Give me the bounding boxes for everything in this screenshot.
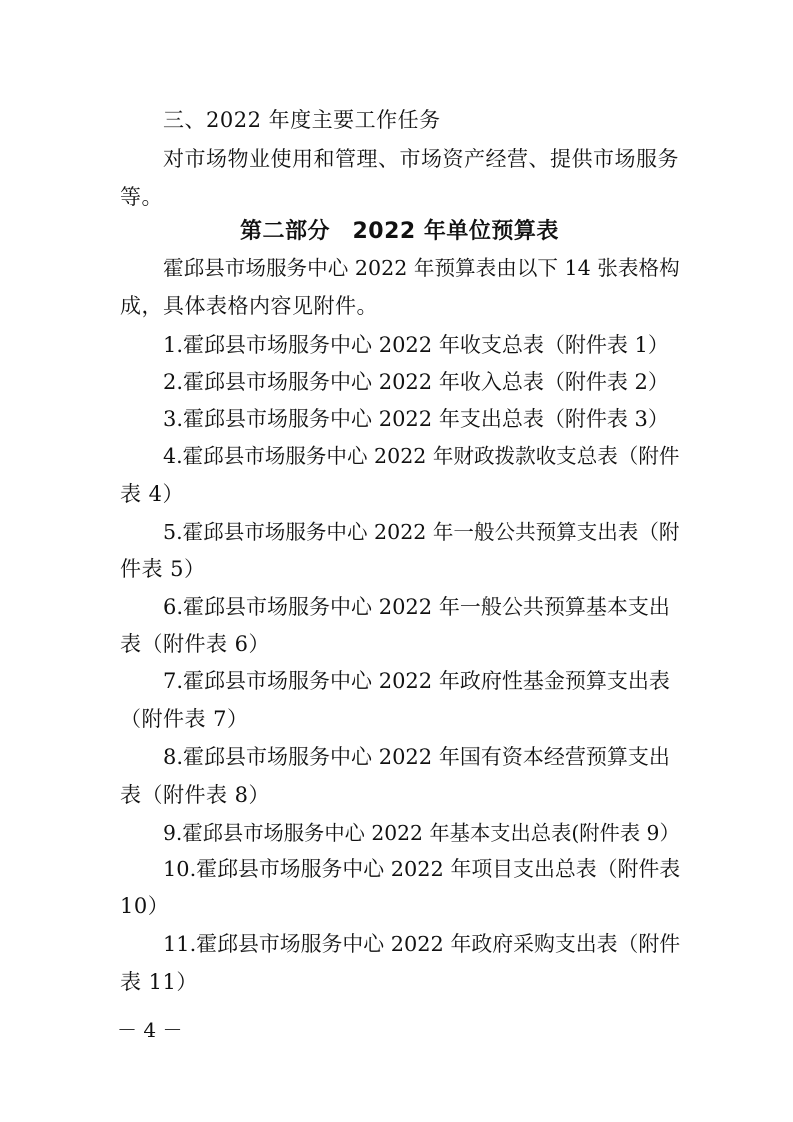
list-item-continuation: 表（附件表 8） <box>120 783 271 807</box>
paragraph-line: 等。 <box>120 185 163 209</box>
page-number: － 4 － <box>117 1018 183 1042</box>
list-item: 4.霍邱县市场服务中心 2022 年财政拨款收支总表（附件 <box>163 444 680 468</box>
list-item-continuation: 表 11） <box>120 970 198 994</box>
list-item: 8.霍邱县市场服务中心 2022 年国有资本经营预算支出 <box>163 745 670 769</box>
intro-line: 成，具体表格内容见附件。 <box>120 294 378 318</box>
list-item: 1.霍邱县市场服务中心 2022 年收支总表（附件表 1） <box>163 333 669 357</box>
list-item-continuation: 表（附件表 6） <box>120 632 271 656</box>
part-title: 第二部分 2022 年单位预算表 <box>240 219 559 244</box>
paragraph-line: 对市场物业使用和管理、市场资产经营、提供市场服务 <box>163 147 679 171</box>
section-heading: 三、2022 年度主要工作任务 <box>163 108 441 132</box>
list-item-continuation: 件表 5） <box>120 557 206 581</box>
list-item-continuation: 表 4） <box>120 482 185 506</box>
list-item: 6.霍邱县市场服务中心 2022 年一般公共预算基本支出 <box>163 595 670 619</box>
list-item: 9.霍邱县市场服务中心 2022 年基本支出总表(附件表 9） <box>163 821 680 845</box>
list-item-continuation: 10） <box>120 894 170 918</box>
list-item: 10.霍邱县市场服务中心 2022 年项目支出总表（附件表 <box>163 857 681 881</box>
list-item: 7.霍邱县市场服务中心 2022 年政府性基金预算支出表 <box>163 669 670 693</box>
list-item: 11.霍邱县市场服务中心 2022 年政府采购支出表（附件 <box>163 932 681 956</box>
intro-line: 霍邱县市场服务中心 2022 年预算表由以下 14 张表格构 <box>163 256 680 280</box>
list-item-continuation: （附件表 7） <box>120 707 249 731</box>
list-item: 2.霍邱县市场服务中心 2022 年收入总表（附件表 2） <box>163 370 669 394</box>
list-item: 5.霍邱县市场服务中心 2022 年一般公共预算支出表（附 <box>163 520 680 544</box>
list-item: 3.霍邱县市场服务中心 2022 年支出总表（附件表 3） <box>163 407 669 431</box>
